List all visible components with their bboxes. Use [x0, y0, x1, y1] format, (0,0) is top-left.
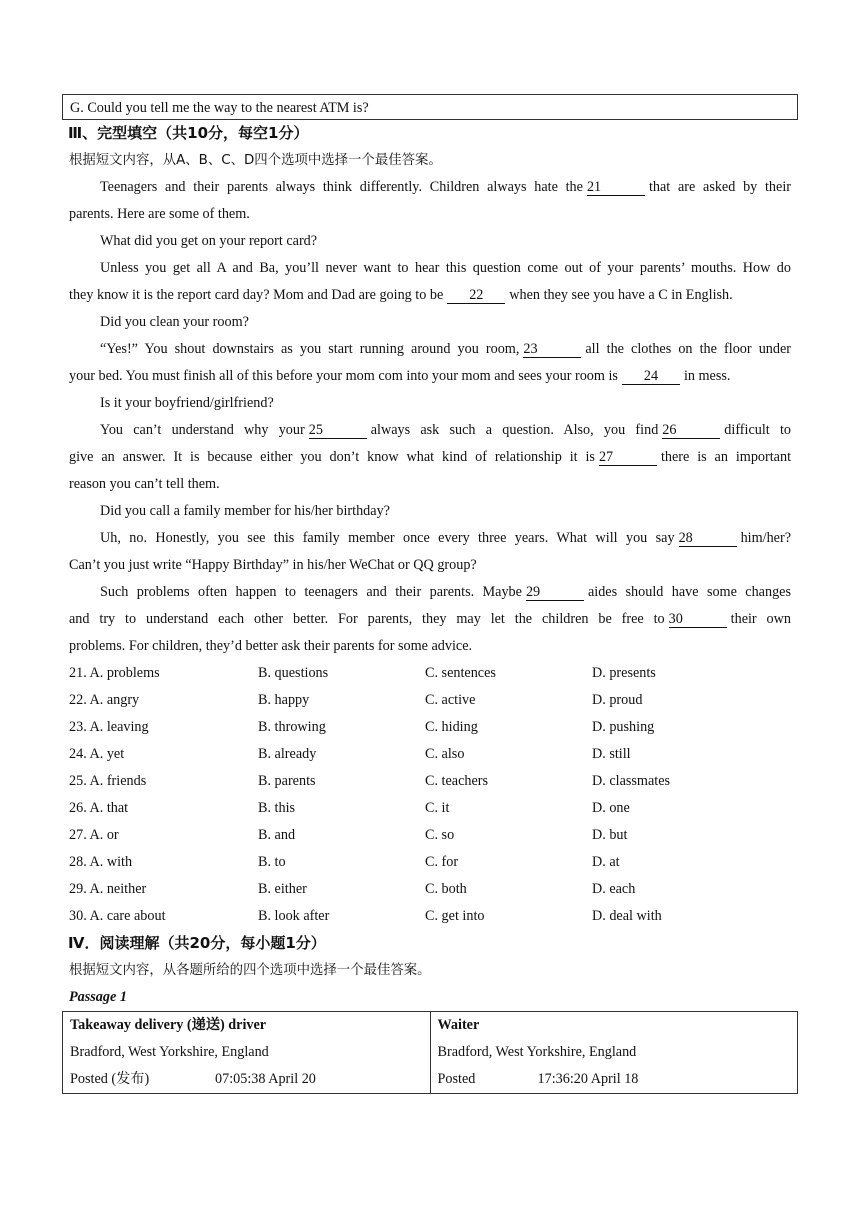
- job-location: Bradford, West Yorkshire, England: [70, 1044, 269, 1060]
- paragraph-line: Teenagers and their parents always think differently. Children always hate the 21 that are asked by their: [100, 179, 791, 195]
- blank-21: 21: [587, 180, 645, 196]
- question-heading: Did you call a family member for his/her birthday?: [100, 503, 390, 519]
- job-title: Waiter: [437, 1017, 480, 1033]
- option-row: 29. A. neither B. either C. both D. each: [69, 881, 636, 897]
- section-3-instruction: 根据短文内容，从A、B、C、D四个选项中选择一个最佳答案。: [69, 153, 442, 168]
- job-card: [63, 1012, 431, 1094]
- blank-28: 28: [679, 531, 737, 547]
- paragraph-line: Unless you get all A and Ba, you’ll never want to hear this question come out of your parents’ mouths. How do: [100, 260, 791, 276]
- option-g-box: G. Could you tell me the way to the nearest ATM is?: [62, 94, 798, 120]
- blank-23: 23: [523, 342, 581, 358]
- paragraph-line: Uh, no. Honestly, you see this family member once every three years. What will you say 28 him/her?: [100, 530, 791, 546]
- question-heading: Did you clean your room?: [100, 314, 249, 330]
- paragraph-line: “Yes!” You shout downstairs as you start running around you room, 23 all the clothes on the floor under: [100, 341, 791, 357]
- blank-30: 30: [669, 612, 727, 628]
- option-row: 30. A. care about B. look after C. get into D. deal with: [69, 908, 662, 924]
- option-row: 26. A. that B. this C. it D. one: [69, 800, 630, 816]
- section-3-title: Ⅲ、完型填空（共10分，每空1分）: [68, 124, 309, 142]
- section-4-title: Ⅳ．阅读理解（共20分，每小题1分）: [68, 934, 326, 952]
- question-heading: What did you get on your report card?: [100, 233, 318, 249]
- section-4-instruction: 根据短文内容，从各题所给的四个选项中选择一个最佳答案。: [69, 963, 431, 978]
- paragraph-line: give an answer. It is because either you don’t know what kind of relationship it is 27 there is an important: [69, 449, 792, 465]
- option-row: 25. A. friends B. parents C. teachers D. classmates: [69, 773, 671, 789]
- paragraph-line: reason you can’t tell them.: [69, 476, 220, 492]
- paragraph-line: and try to understand each other better. For parents, they may let the children be free to 30 their own: [69, 611, 791, 627]
- option-row: 22. A. angry B. happy C. active D. proud: [69, 692, 643, 708]
- option-row: 21. A. problems B. questions C. sentences D. presents: [69, 665, 656, 681]
- options-list: [62, 660, 798, 930]
- paragraph-line: your bed. You must finish all of this before your mom com into your mom and sees your room is 24 in mess.: [69, 368, 731, 384]
- blank-29: 29: [526, 585, 584, 601]
- job-posted: Posted (发布) 07:05:38 April 20: [70, 1071, 316, 1087]
- question-heading: Is it your boyfriend/girlfriend?: [100, 395, 274, 411]
- paragraph-line: they know it is the report card day? Mom and Dad are going to be 22 when they see you have a C in English.: [69, 287, 733, 303]
- paragraph-line: Can’t you just write “Happy Birthday” in his/her WeChat or QQ group?: [69, 557, 477, 573]
- paragraph-line: You can’t understand why your 25 always ask such a question. Also, you find 26 difficult to: [100, 422, 792, 438]
- job-card: [430, 1012, 798, 1094]
- option-row: 28. A. with B. to C. for D. at: [69, 854, 620, 870]
- passage-label: Passage 1: [69, 989, 127, 1005]
- paragraph-line: Such problems often happen to teenagers and their parents. Maybe 29 aides should have some changes: [100, 584, 791, 600]
- job-posted: Posted 17:36:20 April 18: [437, 1071, 639, 1087]
- job-location: Bradford, West Yorkshire, England: [437, 1044, 637, 1060]
- blank-26: 26: [662, 423, 720, 439]
- option-row: 27. A. or B. and C. so D. but: [69, 827, 628, 843]
- exam-page: [62, 94, 798, 1094]
- paragraph-line: parents. Here are some of them.: [69, 206, 250, 222]
- job-listings-table: [62, 1011, 798, 1094]
- blank-24: 24: [622, 369, 680, 385]
- blank-22: 22: [447, 288, 505, 304]
- option-row: 23. A. leaving B. throwing C. hiding D. pushing: [69, 719, 655, 735]
- option-row: 24. A. yet B. already C. also D. still: [69, 746, 631, 762]
- job-title: Takeaway delivery (递送) driver: [70, 1017, 267, 1033]
- blank-27: 27: [599, 450, 657, 466]
- paragraph-line: problems. For children, they’d better ask their parents for some advice.: [69, 638, 473, 654]
- blank-25: 25: [309, 423, 367, 439]
